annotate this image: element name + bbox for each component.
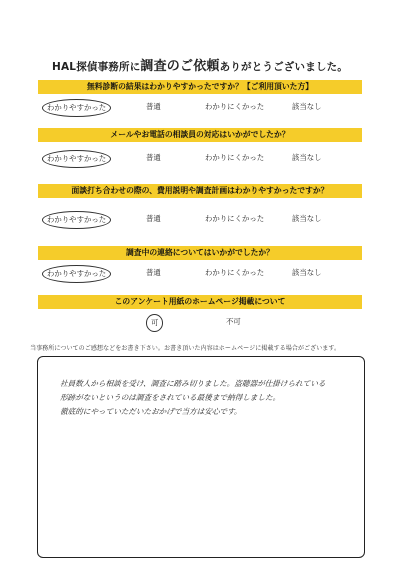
title-pre: HAL探偵事務所に xyxy=(51,61,141,73)
q5-option-1[interactable]: 可 xyxy=(146,314,163,332)
q4-option-4[interactable]: 該当なし xyxy=(292,268,322,277)
q3-option-3[interactable]: わかりにくかった xyxy=(205,214,265,223)
title-post: ありがとうございました。 xyxy=(219,61,348,73)
question-2-title: メールやお電話の相談員の対応はいかがでしたか？ xyxy=(38,128,362,142)
q2-option-2[interactable]: 普通 xyxy=(146,153,161,162)
title-emph: 調査のご依頼 xyxy=(140,59,220,74)
question-3-options xyxy=(38,209,362,229)
page-title xyxy=(0,55,400,74)
q4-option-2[interactable]: 普通 xyxy=(146,268,161,277)
question-2-options xyxy=(38,148,362,168)
question-3-title: 面談打ち合わせの際の、費用説明や調査計画はわかりやすかったですか？ xyxy=(38,184,362,198)
comment-line-2: 形跡がないというのは調査をされている最後まで納得しました。 xyxy=(59,393,281,402)
question-4-title: 調査中の連絡についてはいかがでしたか？ xyxy=(38,246,362,260)
question-1-options xyxy=(38,97,362,117)
q1-option-1[interactable]: わかりやすかった xyxy=(42,99,111,117)
question-5-title: このアンケート用紙のホームページ掲載について xyxy=(38,295,362,309)
q2-option-3[interactable]: わかりにくかった xyxy=(205,153,265,162)
question-5-options xyxy=(38,312,362,332)
q2-option-4[interactable]: 該当なし xyxy=(292,153,322,162)
question-4-options xyxy=(38,263,362,283)
comment-line-1: 社員数人から相談を受け、調査に踏み切りました。盗聴器が仕掛けられている xyxy=(59,379,326,388)
comment-line-3: 徹底的にやっていただいたおかげで当方は安心です。 xyxy=(59,407,242,416)
q2-option-1[interactable]: わかりやすかった xyxy=(42,150,111,168)
q4-option-1[interactable]: わかりやすかった xyxy=(42,265,111,283)
q1-option-4[interactable]: 該当なし xyxy=(292,102,322,111)
q5-option-2[interactable]: 不可 xyxy=(226,317,241,326)
q1-option-3[interactable]: わかりにくかった xyxy=(205,102,265,111)
q4-option-3[interactable]: わかりにくかった xyxy=(205,268,265,277)
comment-notice: 当事務所についてのご感想などをお書き下さい。お書き頂いた内容はホームページに掲載する場合がございます。 xyxy=(30,345,341,352)
q1-option-2[interactable]: 普通 xyxy=(146,102,161,111)
question-1-title: 無料診断の結果はわかりやすかったですか？【ご利用頂いた方】 xyxy=(38,80,362,94)
q3-option-1[interactable]: わかりやすかった xyxy=(42,211,111,229)
q3-option-2[interactable]: 普通 xyxy=(146,214,161,223)
q3-option-4[interactable]: 該当なし xyxy=(292,214,322,223)
